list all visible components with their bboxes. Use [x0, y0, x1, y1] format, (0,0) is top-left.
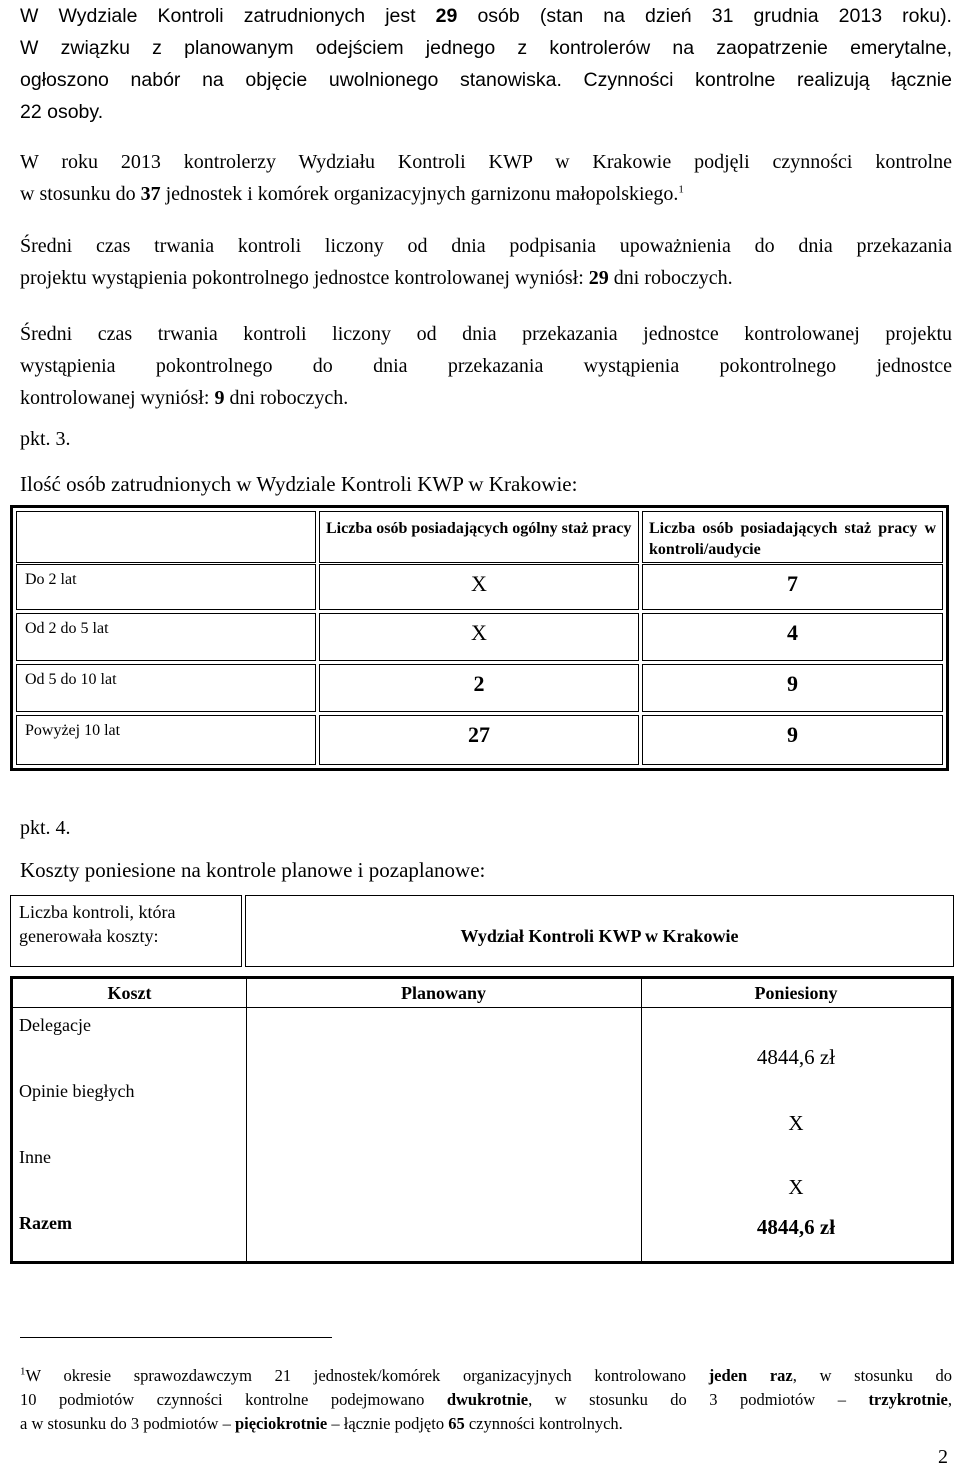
footnote	[20, 1364, 952, 1436]
table-header-empty	[16, 511, 316, 563]
footnote-line: $^1$W okresie sprawozdawczym 21 jednostek/komórek organizacyjnych kontrolowano jeden raz, w stosunku do	[20, 1365, 952, 1385]
costs-unit-box	[245, 895, 954, 967]
paragraph-line: 22 osoby.	[20, 101, 104, 123]
footnote-line: 10 podmiotów czynności kontrolne podejmowano dwukrotnie, w stosunku do 3 podmiotów – trzykrotnie,	[20, 1390, 952, 1409]
table-cell-general: X	[319, 564, 639, 610]
costs-header-incurred: Poniesiony	[754, 983, 838, 1003]
costs-row-label: Delegacje	[19, 1015, 91, 1035]
paragraph-line: kontrolowanej wyniósł: 9 dni roboczych.	[20, 387, 349, 409]
paragraph-line: wystąpienia pokontrolnego do dnia przekazania wystąpienia pokontrolnego jednostce	[20, 355, 952, 377]
paragraph-line: ogłoszono nabór na objęcie uwolnionego stanowiska. Czynności kontrolne realizują łącznie	[20, 69, 952, 91]
section-label-pkt3: pkt. 3.	[20, 428, 71, 450]
costs-table	[10, 976, 954, 1264]
table-cell-control: 7	[642, 564, 943, 610]
costs-count-label: Liczba kontroli, która generowała koszty:	[19, 902, 176, 946]
page-number: 2	[938, 1446, 948, 1468]
table-title-staff: Ilość osób zatrudnionych w Wydziale Kontroli KWP w Krakowie:	[20, 472, 578, 496]
paragraph-line: w stosunku do 37 jednostek i komórek organizacyjnych garnizonu małopolskiego.$^1$	[20, 183, 684, 205]
costs-cell-incurred-total: 4844,6 zł	[756, 1215, 836, 1239]
table-row-label: Powyżej 10 lat	[16, 715, 316, 765]
table-cell-control: 9	[642, 664, 943, 712]
paragraph-line: W roku 2013 kontrolerzy Wydziału Kontroli KWP w Krakowie podjęli czynności kontrolne	[20, 151, 952, 173]
section-label-pkt4: pkt. 4.	[20, 817, 71, 839]
table-header-control: Liczba osób posiadających staż pracy w kontroli/audycie	[642, 511, 943, 563]
table-row-label: Do 2 lat	[16, 564, 316, 610]
staff-experience-table	[10, 505, 949, 771]
paragraph-line: W związku z planowanym odejściem jednego z kontrolerów na zaopatrzenie emerytalne,	[20, 37, 952, 59]
costs-row-label-total: Razem	[19, 1213, 72, 1233]
table-cell-control: 9	[642, 715, 943, 765]
paragraph-avg-time-1	[20, 230, 952, 294]
costs-title: Koszty poniesione na kontrole planowe i pozaplanowe:	[20, 858, 486, 882]
costs-unit-label: Wydział Kontroli KWP w Krakowie	[460, 926, 739, 946]
costs-cell-incurred: X	[788, 1111, 804, 1135]
footnote-line: a w stosunku do 3 podmiotów – pięciokrotnie – łącznie podjęto 65 czynności kontrolnych.	[20, 1414, 623, 1433]
paragraph-inspections	[20, 146, 952, 210]
table-header-general: Liczba osób posiadających ogólny staż pracy	[319, 511, 639, 563]
table-row-label: Od 5 do 10 lat	[16, 664, 316, 712]
footnote-reference: 1	[678, 183, 684, 196]
costs-row-label: Opinie biegłych	[19, 1081, 135, 1101]
table-cell-general: 27	[319, 715, 639, 765]
footnote-separator	[20, 1337, 332, 1338]
table-cell-control: 4	[642, 613, 943, 661]
costs-count-label-box	[10, 895, 242, 967]
paragraph-line: projektu wystąpienia pokontrolnego jednostce kontrolowanej wyniósł: 29 dni roboczych.	[20, 267, 733, 289]
costs-cell-incurred: 4844,6 zł	[756, 1045, 836, 1069]
costs-cell-incurred: X	[788, 1175, 804, 1199]
table-cell-general: X	[319, 613, 639, 661]
footnote-marker: 1	[20, 1365, 26, 1378]
costs-header-planned: Planowany	[400, 983, 487, 1003]
costs-header-cost: Koszt	[107, 983, 152, 1003]
paragraph-staff	[20, 0, 952, 128]
paragraph-avg-time-2	[20, 318, 952, 414]
paragraph-line: Średni czas trwania kontroli liczony od dnia podpisania upoważnienia do dnia przekazania	[20, 235, 952, 257]
paragraph-line: W Wydziale Kontroli zatrudnionych jest 29 osób (stan na dzień 31 grudnia 2013 roku).	[20, 5, 952, 27]
table-row-label: Od 2 do 5 lat	[16, 613, 316, 661]
paragraph-line: Średni czas trwania kontroli liczony od dnia przekazania jednostce kontrolowanej projektu	[20, 323, 952, 345]
table-cell-general: 2	[319, 664, 639, 712]
costs-row-label: Inne	[19, 1147, 51, 1167]
